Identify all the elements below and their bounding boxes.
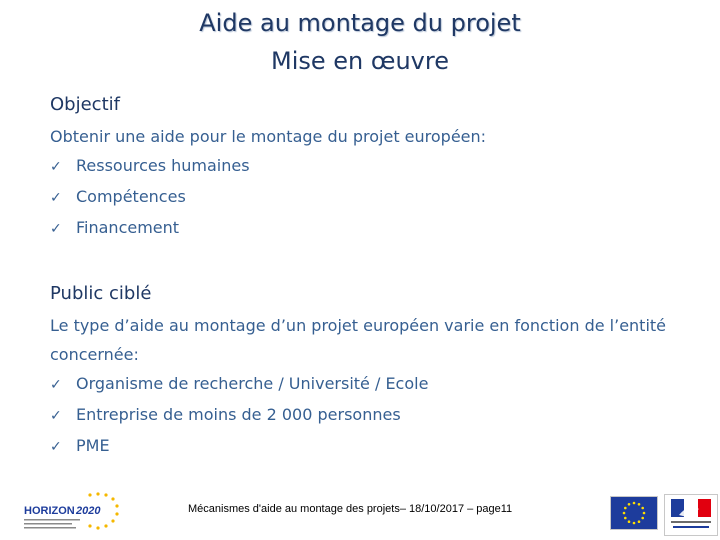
- check-icon: ✓: [50, 190, 62, 206]
- list-item: ✓ Financement: [50, 213, 690, 244]
- check-icon: ✓: [50, 159, 62, 175]
- objectif-heading: Objectif: [50, 94, 120, 115]
- check-icon: ✓: [50, 377, 62, 393]
- list-item: ✓ Entreprise de moins de 2 000 personnes: [50, 400, 690, 431]
- slide-subtitle: Mise en œuvre: [271, 47, 449, 75]
- objectif-intro: Obtenir une aide pour le montage du projet européen:: [50, 127, 487, 146]
- public-heading: Public ciblé: [50, 283, 152, 304]
- check-icon: ✓: [50, 221, 62, 237]
- public-intro-line2: concernée:: [50, 345, 139, 364]
- list-item: ✓ Ressources humaines: [50, 151, 690, 182]
- check-icon: ✓: [50, 439, 62, 455]
- republique-francaise-logo: [664, 494, 718, 536]
- slide-title: Aide au montage du projet: [199, 9, 521, 37]
- public-list: [50, 311, 690, 462]
- horizon-2020-logo: [20, 490, 130, 534]
- horizon-year: 2020: [76, 505, 101, 517]
- list-item: ✓ Compétences: [50, 182, 690, 213]
- objectif-list: [50, 122, 690, 244]
- list-item: ✓ PME: [50, 431, 690, 462]
- horizon-word: HORIZON: [24, 505, 75, 517]
- footer-text: Mécanismes d'aide au montage des projets– 18/10/2017 – page11: [188, 503, 513, 515]
- list-item: ✓ Organisme de recherche / Université / Ecole: [50, 369, 690, 400]
- public-intro-line1: Le type d’aide au montage d’un projet européen varie en fonction de l’entité: [50, 316, 667, 335]
- check-icon: ✓: [50, 408, 62, 424]
- eu-flag-logo: [610, 496, 658, 530]
